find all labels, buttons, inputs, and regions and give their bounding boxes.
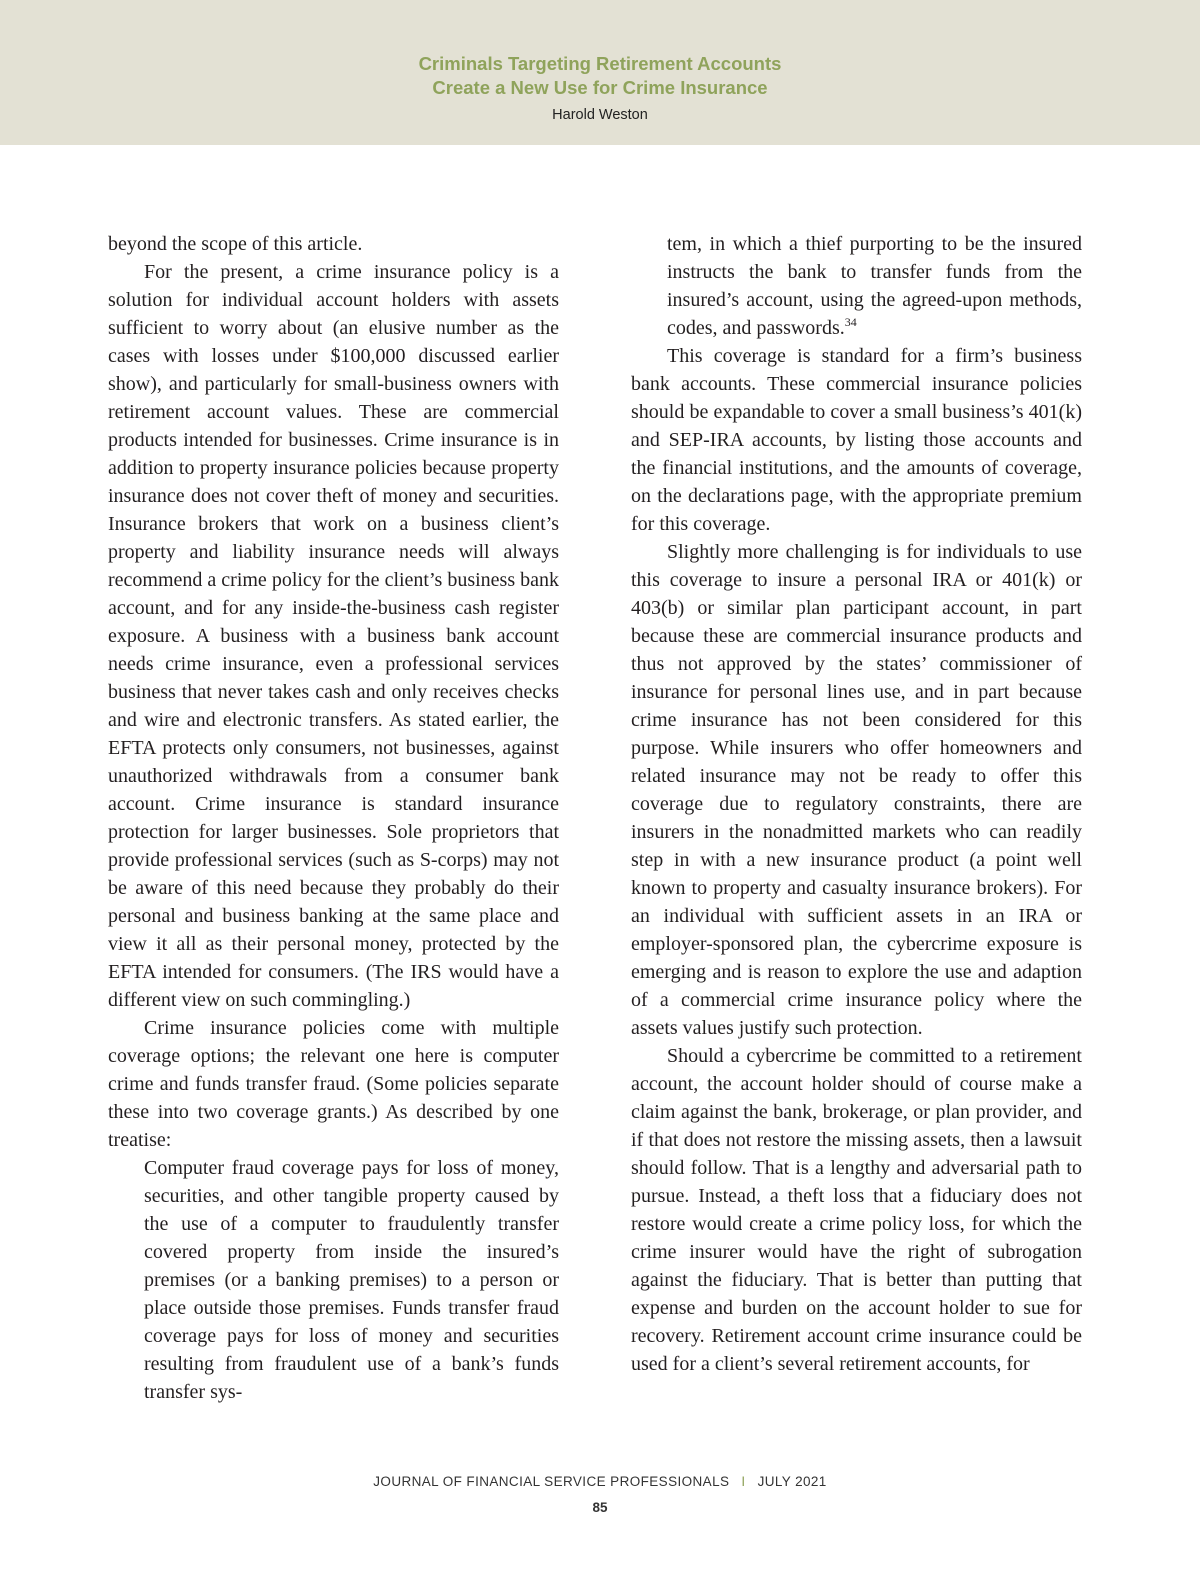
article-title (0, 52, 1200, 100)
page-number: 85 (592, 1500, 608, 1515)
paragraph: Should a cybercrime be committed to a retirement account, the account holder should of course make a claim against the bank, brokerage, or plan provider, and if that does not restore the missing assets, then a lawsuit should follow. That is a lengthy and adversarial path to pursue. Instead, a theft loss that a fiduciary does not restore would create a crime policy loss, for which the crime insurer would have the right of subrogation against the fiduciary. That is better than putting that expense and burden on the account holder to sue for recovery. Retirement account crime insurance could be used for a client’s several retirement accounts, for (631, 1045, 1082, 1375)
footer-separator: I (741, 1474, 746, 1489)
paragraph: Crime insurance policies come with multiple coverage options; the relevant one here is computer crime and funds transfer fraud. (Some policies separate these into two coverage grants.) As described by one treatise: (108, 1017, 559, 1151)
left-column (108, 230, 559, 1406)
running-footer (0, 1474, 1200, 1489)
footnote-reference[interactable]: 34 (844, 315, 857, 329)
article-title-line1: Criminals Targeting Retirement Accounts (418, 53, 782, 74)
paragraph: Slightly more challenging is for individuals to use this coverage to insure a personal IRA or 401(k) or 403(b) or similar plan participant account, in part because these are commercial insurance products and thus not approved by the states’ commissioner of insurance for personal lines use, and in part because crime insurance has not been considered for this purpose. While insurers who offer homeowners and related insurance may not be ready to offer this coverage due to regulatory constraints, there are insurers in the nonadmitted markets who can readily step in with a new insurance product (a point well known to property and casualty insurance brokers). For an individual with sufficient assets in an IRA or employer-sponsored plan, the cybercrime exposure is emerging and is reason to explore the use and adaption of a commercial crime insurance policy where the assets values justify such protection. (631, 541, 1082, 1039)
article-title-line2: Create a New Use for Crime Insurance (432, 77, 768, 98)
paragraph: This coverage is standard for a firm’s business bank accounts. These commercial insurance policies should be expandable to cover a small business’s 401(k) and SEP-IRA accounts, by listing those accounts and the financial institutions, and the amounts of coverage, on the declarations page, with the appropriate premium for this coverage. (631, 345, 1082, 535)
issue-date: JULY 2021 (757, 1474, 827, 1489)
journal-name: JOURNAL OF FINANCIAL SERVICE PROFESSIONALS (373, 1474, 730, 1489)
paragraph: For the present, a crime insurance policy is a solution for individual account holders with assets sufficient to worry about (an elusive number as the cases with losses under $100,000 discussed earlier show), and particularly for small-business owners with retirement account values. These are commercial products intended for businesses. Crime insurance is in addition to property insurance policies because property insurance does not cover theft of money and securities. Insurance brokers that work on a business client’s property and liability insurance needs will always recommend a crime policy for the client’s business bank account, and for any inside-the-business cash register exposure. A business with a business bank account needs crime insurance, even a professional services business that never takes cash and only receives checks and wire and electronic transfers. As stated earlier, the EFTA protects only consumers, not businesses, against unauthorized withdrawals from a consumer bank account. Crime insurance is standard insurance protection for larger businesses. Sole proprietors that provide professional services (such as S-corps) may not be aware of this need because they probably do their personal and business banking at the same place and view it all as their personal money, protected by the EFTA intended for consumers. (The IRS would have a different view on such commingling.) (108, 261, 559, 1011)
header-band (0, 0, 1200, 145)
author-name: Harold Weston (552, 107, 648, 123)
block-quote-text: tem, in which a thief purporting to be the insured instructs the bank to transfer funds from the insured’s account, using the agreed-upon methods, codes, and passwords. (667, 233, 1082, 339)
block-quote-continued (667, 230, 1082, 342)
paragraph: beyond the scope of this article. (108, 233, 363, 255)
right-column (631, 230, 1082, 1378)
block-quote: Computer fraud coverage pays for loss of money, securities, and other tangible property caused by the use of a computer to fraudulently transfer covered property from inside the insured’s premises (or a banking premises) to a person or place outside those premises. Funds transfer fraud coverage pays for loss of money and securities resulting from fraudulent use of a bank’s funds transfer sys- (144, 1157, 559, 1403)
